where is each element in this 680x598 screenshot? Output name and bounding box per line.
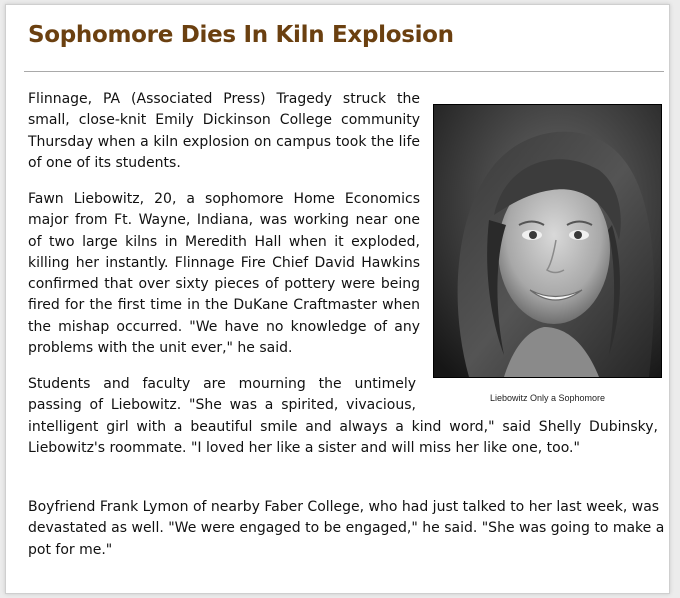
caption-gap — [416, 374, 658, 415]
article-paragraph-2: Fawn Liebowitz, 20, a sophomore Home Economics major from Ft. Wayne, Indiana, was working near one of two large kilns in Meredith Hall when it exploded, killing her instantly. Flinnage Fire Chief David Hawkins confirmed that over sixty pieces of pottery were being fired for the first time in the DuKane Craftmaster when the mishap occurred. "We have no knowledge of any problems with the unit ever," he said. — [28, 191, 420, 357]
photo-caption: Liebowitz Only a Sophomore — [489, 393, 606, 403]
article-paragraph-3 — [28, 374, 658, 459]
article-paragraph-3-text: Students and faculty are mourning the untimely passing of Liebowitz. "She was a spirited, vivacious, intelligent girl with a beautiful smile and always a kind word," said Shelly Dubinsky, Liebowitz's roommate. "I loved her like a sister and will miss her like one, too." — [28, 376, 658, 456]
student-photo — [433, 104, 662, 378]
headline: Sophomore Dies In Kiln Explosion — [28, 22, 454, 48]
headline-divider — [24, 71, 664, 72]
article-paragraph-1: Flinnage, PA (Associated Press) Tragedy struck the small, close-knit Emily Dickinson College community Thursday when a kiln explosion on campus took the life of one of its students. — [28, 91, 420, 171]
portrait-image — [434, 105, 661, 377]
article-paragraph-4: Boyfriend Frank Lymon of nearby Faber College, who had just talked to her last week, was devastated as well. "We were engaged to be engaged," he said. "She was going to make a pot for me." — [28, 499, 665, 558]
article-page — [5, 4, 670, 594]
